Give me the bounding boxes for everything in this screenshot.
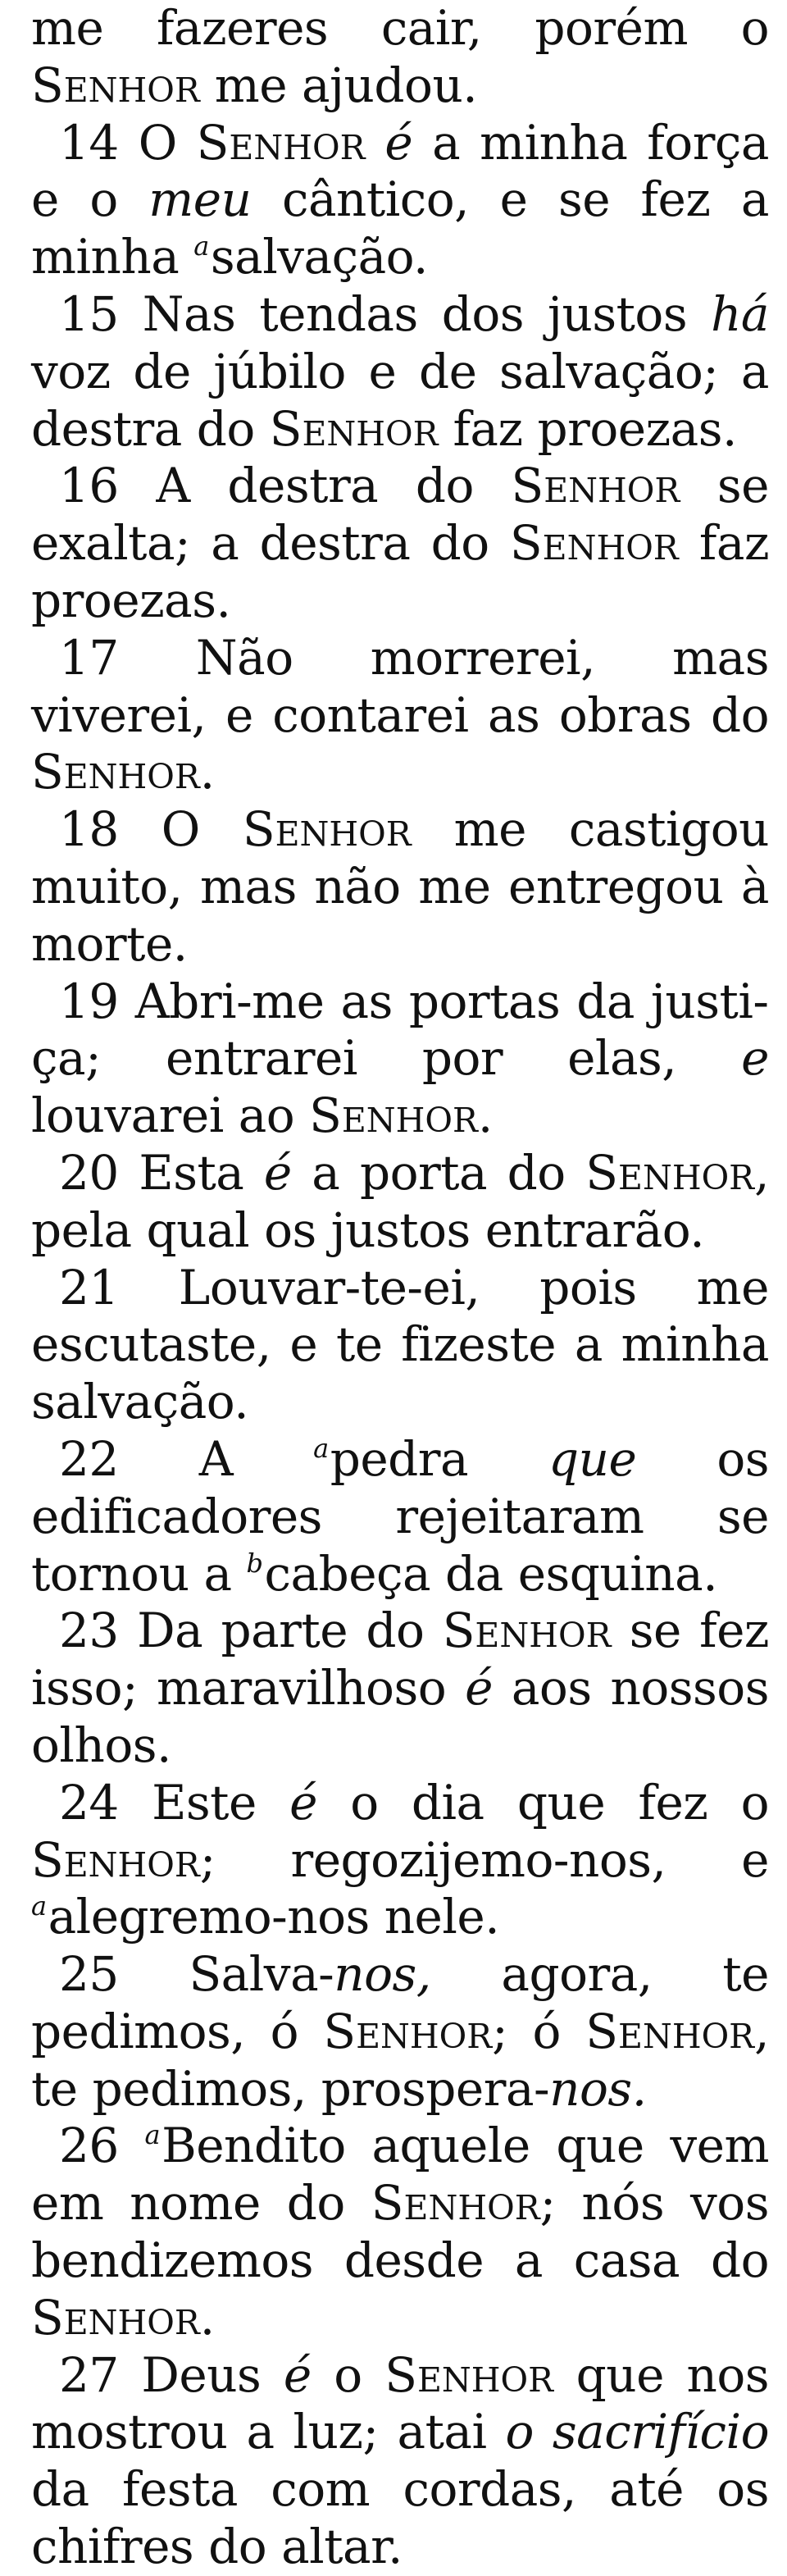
verse-v26 <box>31 2118 769 2346</box>
verse-text: a porta do <box>291 1144 586 1201</box>
verse-text <box>119 2118 145 2173</box>
verse-text: me ajudou. <box>199 57 478 113</box>
verse-text: voz de júbilo e de salvação; a destra do <box>31 343 769 457</box>
verse-number: 23 <box>59 1603 119 1659</box>
verse-text: Nas tendas dos justos <box>118 285 712 342</box>
italic-supplied-word: o sacrifício <box>505 2404 769 2460</box>
verse-text: que nos mostrou a luz; atai <box>31 2346 770 2460</box>
verse-text: se exalta; a destra do <box>31 458 769 572</box>
verse-text: agora, te pedimos, ó <box>31 1946 769 2059</box>
verse-v21 <box>31 1260 769 1431</box>
divine-name-small-caps: Senhor <box>585 1144 755 1201</box>
italic-supplied-word: é <box>465 1660 493 1717</box>
verse-text: , te pedimos, prospera- <box>31 2003 769 2117</box>
verse-v25 <box>31 1946 769 2118</box>
divine-name-small-caps: Senhor <box>31 2289 200 2346</box>
italic-supplied-word: é <box>283 2346 312 2403</box>
verse-number: 15 <box>59 285 119 342</box>
divine-name-small-caps: Senhor <box>31 1831 200 1888</box>
verse-text: Este <box>118 1774 290 1831</box>
verse-text: a minha força e o <box>31 114 769 228</box>
verse-text: da festa com cordas, até os chifres do altar. <box>31 2461 769 2575</box>
italic-supplied-word: meu <box>148 171 252 228</box>
verse-text: pedra <box>330 1430 549 1487</box>
verse-text: me castigou muito, mas não me entregou à morte. <box>31 801 769 972</box>
verse-text: cântico, e se fez a minha <box>31 171 769 285</box>
divine-name-small-caps: Senhor <box>196 114 366 171</box>
verse-number: 27 <box>59 2346 119 2403</box>
verse-text: A <box>118 1430 314 1487</box>
verse-text: se fez isso; maravilhoso <box>31 1603 769 1717</box>
footnote-marker[interactable]: a <box>144 2119 161 2151</box>
verse-number: 14 <box>59 114 119 171</box>
verse-number: 26 <box>59 2118 119 2174</box>
verse-number: 22 <box>59 1430 119 1487</box>
verse-text: A destra do <box>118 458 512 514</box>
divine-name-small-caps: Senhor <box>31 57 200 113</box>
verse-v19 <box>31 973 769 1145</box>
verse-text: , pela qual os justos entrarão. <box>31 1144 769 1258</box>
verse-text: faz proezas. <box>438 400 737 457</box>
verse-text: ; regozijemo-nos, e <box>199 1831 769 1888</box>
italic-supplied-word: é <box>384 114 413 171</box>
verse-text: O <box>118 114 197 171</box>
divine-name-small-caps: Senhor <box>442 1603 612 1659</box>
italic-supplied-word: é <box>263 1144 292 1201</box>
verse-v16 <box>31 458 769 629</box>
verse-text: Deus <box>118 2346 284 2403</box>
verse-number: 17 <box>59 629 119 686</box>
scripture-text-column <box>31 0 769 2576</box>
italic-supplied-word: e <box>741 1030 769 1087</box>
verse-text: ; ó <box>492 2003 586 2059</box>
verse-v13 <box>31 0 769 115</box>
verse-text <box>365 115 384 171</box>
verse-text: o <box>311 2346 385 2403</box>
verse-text: Louvar-te-ei, pois me escutaste, e te fizeste a minha salvação. <box>31 1259 769 1430</box>
verse-v24 <box>31 1775 769 1946</box>
verse-number: 21 <box>59 1259 119 1315</box>
footnote-marker[interactable]: a <box>193 230 209 262</box>
verse-v27 <box>31 2347 769 2576</box>
footnote-marker[interactable]: a <box>31 1890 47 1922</box>
footnote-marker[interactable]: a <box>313 1432 329 1464</box>
footnote-marker[interactable]: b <box>246 1547 263 1579</box>
verse-text: . <box>477 1087 493 1144</box>
divine-name-small-caps: Senhor <box>269 400 439 457</box>
verse-number: 19 <box>59 973 119 1029</box>
verse-number: 24 <box>59 1774 119 1831</box>
verse-v17 <box>31 630 769 801</box>
verse-text: faz proezas. <box>31 515 770 628</box>
verse-text: Bendito aquele que vem em nome do <box>31 2118 769 2232</box>
divine-name-small-caps: Senhor <box>511 458 680 514</box>
verse-text: Abri-me as portas da justiça; entrarei por elas, <box>31 973 769 1087</box>
verse-text: . <box>199 744 215 800</box>
verse-text: me fazeres cair, porém o <box>31 0 769 56</box>
divine-name-small-caps: Senhor <box>242 801 412 858</box>
verse-text: Esta <box>118 1144 264 1201</box>
divine-name-small-caps: Senhor <box>309 1087 478 1144</box>
divine-name-small-caps: Senhor <box>585 2003 755 2059</box>
verse-number: 25 <box>59 1946 119 2003</box>
verse-v14 <box>31 115 769 286</box>
divine-name-small-caps: Senhor <box>323 2003 493 2059</box>
italic-supplied-word: há <box>711 285 769 342</box>
verse-text: alegremo-nos nele. <box>48 1889 500 1945</box>
verse-text: . <box>199 2289 215 2346</box>
divine-name-small-caps: Senhor <box>384 2346 554 2403</box>
verse-v23 <box>31 1603 769 1774</box>
verse-v20 <box>31 1145 769 1260</box>
verse-text: os edificadores rejeitaram se tornou a <box>31 1430 769 1602</box>
verse-v22 <box>31 1431 769 1603</box>
verse-text: o dia que fez o <box>316 1774 770 1831</box>
divine-name-small-caps: Senhor <box>371 2175 540 2232</box>
verse-text: O <box>118 801 243 858</box>
divine-name-small-caps: Senhor <box>509 515 679 572</box>
italic-supplied-word: que <box>548 1430 637 1487</box>
verse-number: 16 <box>59 458 119 514</box>
verse-text: Não morrerei, mas viverei, e contarei as obras do <box>31 629 769 743</box>
verse-text: Da parte do <box>118 1603 443 1659</box>
verse-text: salvação. <box>210 229 428 285</box>
verse-text: aos nossos olhos. <box>31 1660 769 1773</box>
italic-supplied-word: é <box>289 1774 317 1831</box>
verse-text: cabeça da esquina. <box>264 1545 718 1602</box>
verse-text: ; nós vos bendizemos desde a casa do <box>31 2175 769 2289</box>
verse-number: 18 <box>59 801 119 858</box>
verse-v15 <box>31 286 769 458</box>
verse-text: Salva- <box>118 1946 334 2003</box>
divine-name-small-caps: Senhor <box>31 744 200 800</box>
verse-number: 20 <box>59 1144 119 1201</box>
italic-supplied-word: nos, <box>334 1946 431 2003</box>
verse-text: louvarei ao <box>31 1087 310 1144</box>
italic-supplied-word: nos. <box>549 2060 647 2117</box>
verse-v18 <box>31 801 769 973</box>
